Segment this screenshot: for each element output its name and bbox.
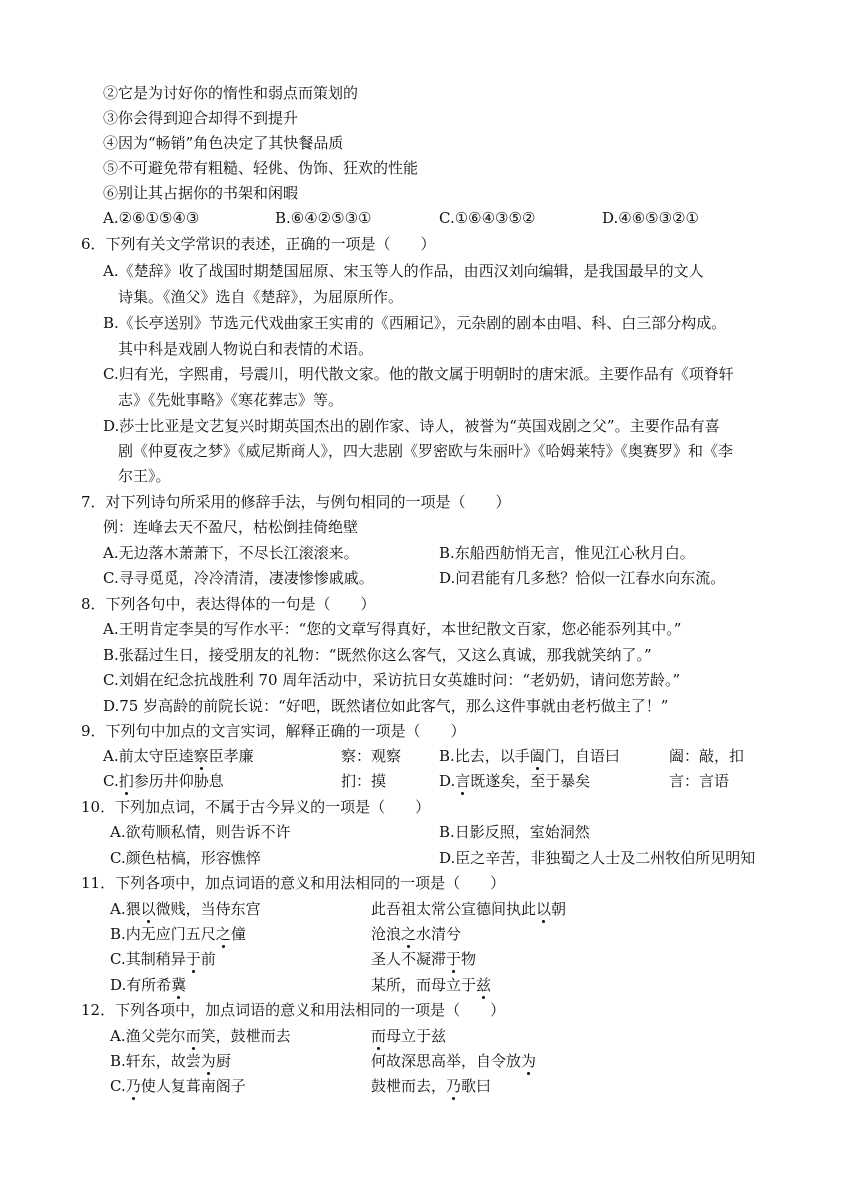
q9-a-dotted-word: 察 — [193, 747, 209, 765]
q9-c-post: 参历井仰胁息 — [133, 772, 224, 790]
q5-item-4: ④因为“畅销”角色决定了其快餐品质 — [103, 134, 344, 152]
q7-option-b: B.东船西舫悄无言，惟见江心秋月白。 — [439, 544, 695, 562]
q11-c2-dotted-word: 于 — [446, 950, 462, 968]
q6-stem: 6．下列有关文学常识的表述，正确的一项是（ ） — [81, 235, 436, 253]
q11-b1-post: 僮 — [230, 925, 246, 943]
q11-stem: 11．下列各项中，加点词语的意义和用法相同的一项是（ ） — [81, 874, 506, 892]
q11-option-d-left — [110, 975, 186, 995]
q12-option-a-left — [110, 1026, 291, 1046]
q9-c-pre: C. — [103, 772, 119, 790]
q9-d-post: 既遂矣，至于暴矣 — [470, 772, 591, 790]
q5-option-a: A.②⑥①⑤④③ — [103, 209, 200, 227]
q9-option-b-gloss: 阖：敲，扣 — [669, 747, 745, 765]
q12-option-c-right — [371, 1076, 491, 1096]
q9-d-pre: D. — [439, 772, 456, 790]
q11-d2-pre: 某所，而母立于 — [371, 976, 477, 994]
q11-d1-pre: D.有所希 — [110, 976, 172, 994]
q11-option-b-right — [371, 924, 461, 944]
q12-b2-pre: 何故深思高举，自令放 — [371, 1052, 522, 1070]
q12-stem: 12．下列各项中，加点词语的意义和用法相同的一项是（ ） — [81, 1001, 506, 1019]
q12-a2-post: 母立于兹 — [386, 1027, 447, 1045]
q11-b1-pre: B.内无应门五尺 — [110, 925, 216, 943]
q12-c1-dotted-word: 乃 — [125, 1077, 141, 1095]
q11-c2-post: 物 — [461, 950, 477, 968]
q5-item-6: ⑥别让其占据你的书架和闲暇 — [103, 184, 299, 202]
q6-option-a-line2: 诗集。《渔父》选自《楚辞》，为屈原所作。 — [118, 288, 404, 306]
q12-c2-pre: 鼓枻而去， — [371, 1077, 447, 1095]
q5-option-d: D.④⑥⑤③②① — [602, 209, 699, 227]
q9-option-d — [439, 771, 590, 791]
q7-option-c: C.寻寻觅觅，冷冷清清，凄凄惨惨戚戚。 — [103, 569, 374, 587]
q7-option-a: A.无边落木萧萧下，不尽长江滚滚来。 — [103, 544, 359, 562]
q11-option-a-right — [371, 899, 566, 919]
q8-option-d: D.75 岁高龄的前院长说：“好吧，既然诸位如此客气，那么这件事就由老朽做主了！” — [103, 697, 669, 715]
q7-stem: 7．对下列诗句所采用的修辞手法，与例句相同的一项是（ ） — [81, 493, 511, 511]
q9-option-b — [439, 746, 620, 766]
q12-a1-dotted-word: 而 — [185, 1027, 201, 1045]
q9-d-dotted-word: 言 — [455, 772, 471, 790]
q12-a1-post: 笑，鼓枻而去 — [200, 1027, 291, 1045]
q12-option-a-right — [371, 1026, 446, 1046]
q11-a1-pre: A.猥 — [110, 900, 141, 918]
q11-option-c-left — [110, 949, 216, 969]
q5-item-5: ⑤不可避免带有粗糙、轻佻、伪饰、狂欢的性能 — [103, 159, 419, 177]
q12-option-b-right — [371, 1051, 536, 1071]
q9-c-dotted-word: 扪 — [118, 772, 134, 790]
q11-b2-post: 水清兮 — [416, 925, 462, 943]
q11-a1-dotted-word: 以 — [140, 900, 156, 918]
q5-option-b: B.⑥④②⑤③① — [275, 209, 372, 227]
q12-c1-post: 使人复葺南阁子 — [140, 1077, 246, 1095]
q10-option-b: B.日影反照，室始洞然 — [439, 823, 590, 841]
q9-stem: 9．下列句中加点的文言实词，解释正确的一项是（ ） — [81, 722, 466, 740]
q9-a-post: 臣孝廉 — [208, 747, 254, 765]
q10-option-a: A.欲苟顺私情，则告诉不许 — [110, 823, 291, 841]
q11-d1-dotted-word: 冀 — [171, 976, 187, 994]
q8-option-c: C.刘娟在纪念抗战胜利 70 周年活动中，采访抗日女英雄时问：“老奶奶，请问您芳龄。” — [103, 671, 681, 689]
q8-option-a: A.王明肯定李昊的写作水平：“您的文章写得真好，本世纪散文百家，您必能忝列其中。” — [103, 620, 682, 638]
q11-a1-post: 微贱，当侍东宫 — [155, 900, 261, 918]
q6-option-b-line1: B.《长亭送别》节选元代戏曲家王实甫的《西厢记》，元杂剧的剧本由唱、科、白三部分构成。 — [103, 314, 727, 332]
q9-b-pre: B.比去，以手 — [439, 747, 530, 765]
q12-b1-pre: B.轩东，故尝 — [110, 1052, 201, 1070]
q12-b1-dotted-word: 为 — [200, 1052, 216, 1070]
q11-option-d-right — [371, 975, 491, 995]
q10-stem: 10．下列加点词，不属于古今异义的一项是（ ） — [81, 798, 431, 816]
q11-c2-pre: 圣人不凝滞 — [371, 950, 447, 968]
q12-c2-dotted-word: 乃 — [446, 1077, 462, 1095]
q9-a-pre: A.前太守臣逵 — [103, 747, 194, 765]
q12-c1-pre: C. — [110, 1077, 126, 1095]
q9-b-post: 门，自语曰 — [544, 747, 620, 765]
q11-c1-post: 前 — [200, 950, 216, 968]
q8-stem: 8．下列各句中，表达得体的一句是（ ） — [81, 595, 376, 613]
q11-b2-pre: 沧浪 — [371, 925, 402, 943]
q11-a2-dotted-word: 以 — [536, 900, 552, 918]
q12-b1-post: 厨 — [215, 1052, 231, 1070]
q9-option-c — [103, 771, 224, 791]
q6-option-b-line2: 其中科是戏剧人物说白和表情的术语。 — [118, 340, 374, 358]
q11-option-a-left — [110, 899, 261, 919]
q10-option-c: C.颜色枯槁，形容憔悴 — [110, 849, 261, 867]
q11-a2-pre: 此吾祖太常公宣德间执此 — [371, 900, 537, 918]
q11-c1-dotted-word: 于 — [185, 950, 201, 968]
q5-item-3: ③你会得到迎合却得不到提升 — [103, 109, 299, 127]
q12-c2-post: 歌曰 — [461, 1077, 492, 1095]
q9-option-d-gloss: 言：言语 — [669, 772, 730, 790]
q11-d2-dotted-word: 兹 — [476, 976, 492, 994]
q6-option-a-line1: A.《楚辞》收了战国时期楚国屈原、宋玉等人的作品，由西汉刘向编辑，是我国最早的文人 — [103, 262, 704, 280]
q12-option-c-left — [110, 1076, 246, 1096]
q5-option-c: C.①⑥④③⑤② — [439, 209, 536, 227]
q8-option-b: B.张磊过生日，接受朋友的礼物：“既然你这么客气，又这么真诚，那我就笑纳了。” — [103, 646, 652, 664]
q11-b2-dotted-word: 之 — [401, 925, 417, 943]
q9-b-dotted-word: 阖 — [529, 747, 545, 765]
q6-option-d-line1: D.莎士比亚是文艺复兴时期英国杰出的剧作家、诗人，被誉为“英国戏剧之父”。主要作品有喜 — [103, 417, 720, 435]
q7-example: 例：连峰去天不盈尺，枯松倒挂倚绝壁 — [103, 518, 359, 536]
q11-b1-dotted-word: 之 — [215, 925, 231, 943]
q9-option-c-gloss: 扪：摸 — [341, 772, 387, 790]
q12-a2-dotted-word: 而 — [371, 1027, 387, 1045]
q12-option-b-left — [110, 1051, 231, 1071]
q11-option-c-right — [371, 949, 476, 969]
q6-option-d-line2: 剧《仲夏夜之梦》《威尼斯商人》，四大悲剧《罗密欧与朱丽叶》《哈姆莱特》《奥赛罗》和《李 — [118, 442, 734, 460]
q5-item-2: ②它是为讨好你的惰性和弱点而策划的 — [103, 84, 359, 102]
q11-c1-pre: C.其制稍异 — [110, 950, 186, 968]
q11-option-b-left — [110, 924, 246, 944]
q12-a1-pre: A.渔父莞尔 — [110, 1027, 186, 1045]
q9-option-a — [103, 746, 254, 766]
q7-option-d: D.问君能有几多愁？恰似一江春水向东流。 — [439, 569, 726, 587]
q6-option-d-line3: 尔王》。 — [118, 467, 171, 485]
q10-option-d: D.臣之辛苦，非独蜀之人士及二州牧伯所见明知 — [439, 849, 756, 867]
q6-option-c-line2: 志》《先妣事略》《寒花葬志》等。 — [118, 391, 344, 409]
q6-option-c-line1: C.归有光，字熙甫，号震川，明代散文家。他的散文属于明朝时的唐宋派。主要作品有《项脊轩 — [103, 365, 734, 383]
q11-a2-post: 朝 — [551, 900, 567, 918]
q12-b2-dotted-word: 为 — [521, 1052, 537, 1070]
q9-option-a-gloss: 察：观察 — [341, 747, 402, 765]
